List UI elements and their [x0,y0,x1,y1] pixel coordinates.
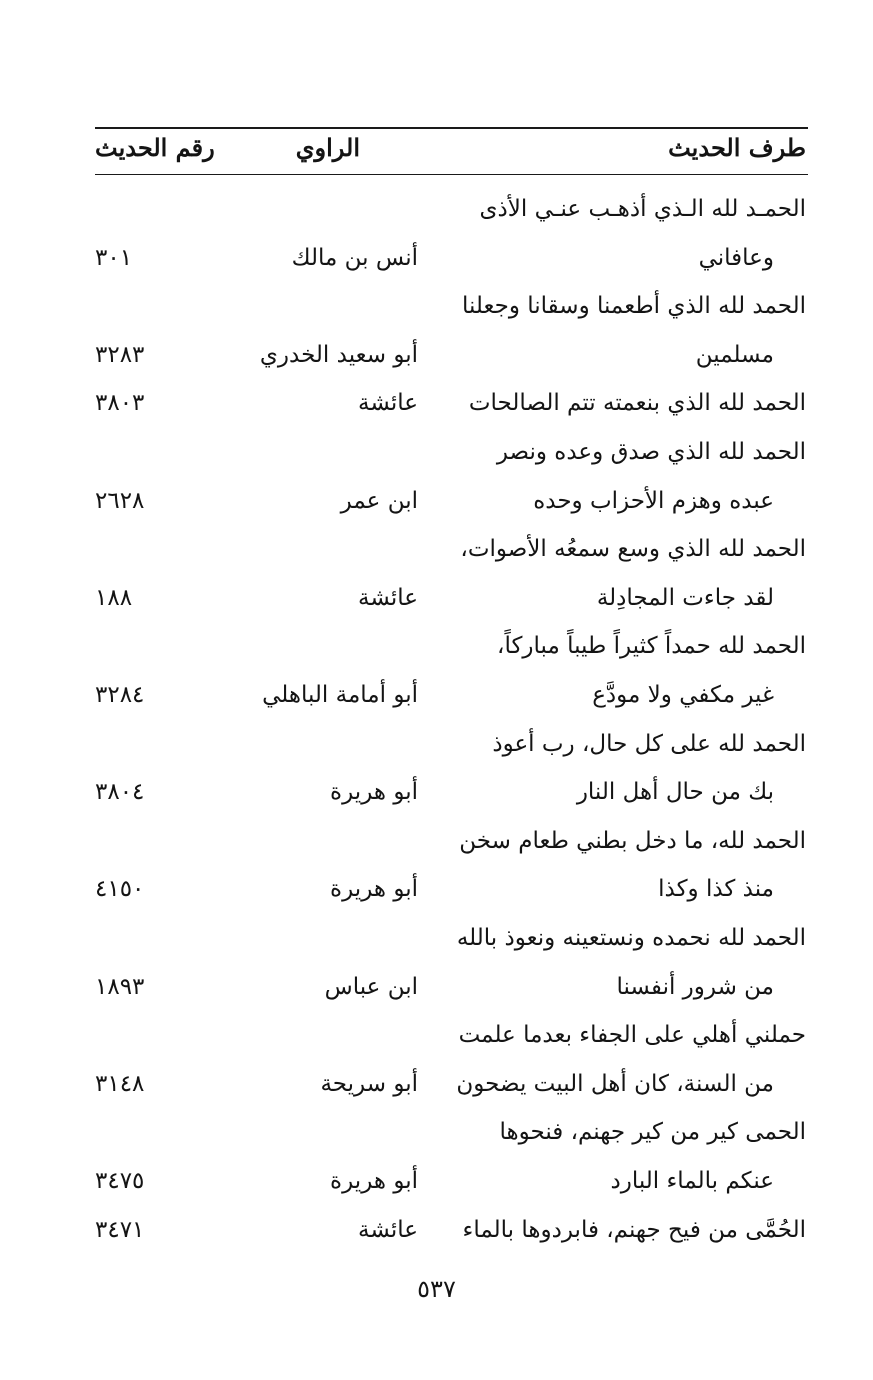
hadith-number: ٣٨٠٣ [95,390,145,417]
hadith-text-line: الحمد لله الذي صدق وعده ونصر [496,439,806,465]
hadith-text-line: الحمد لله على كل حال، رب أعوذ [492,730,806,757]
hadith-number: ٣٤٧٥ [95,1168,145,1194]
hadith-number: ٣٨٠٤ [95,779,145,806]
hadith-text-continuation: بك من حال أهل النار [576,779,774,806]
hadith-text-line: الحمد لله الذي وسع سمعُه الأصوات، [460,536,806,563]
hadith-text-continuation: لقد جاءت المجادِلة [596,584,774,611]
hadith-number: ٣٢٨٤ [95,682,145,708]
hadith-text-line: الحمد لله، ما دخل بطني طعام سخن [459,827,806,854]
narrator-name: أبو سعيد الخدري [259,341,418,368]
narrator-name: أنس بن مالك [291,244,418,271]
top-rule [95,127,808,129]
narrator-name: عائشة [358,1216,418,1243]
hadith-text-line: الحمى كير من كير جهنم، فنحوها [499,1119,806,1146]
narrator-name: ابن عباس [324,973,418,1000]
hadith-number: ٤١٥٠ [95,876,145,903]
hadith-text-continuation: عنكم بالماء البارد [610,1168,774,1194]
hadith-number: ٣٠١ [95,244,133,271]
hadith-number: ١٨٨ [95,584,133,611]
hadith-number: ٣٤٧١ [95,1216,145,1243]
narrator-name: أبو أمامة الباهلي [262,682,418,708]
narrator-name: ابن عمر [340,487,418,514]
hadith-text-continuation: مسلمين [695,341,774,368]
hadith-text-line: الحمـد لله الـذي أذهـب عنـي الأذى [479,196,806,222]
narrator-name: أبو هريرة [330,779,418,806]
hadith-text-line: الحمد لله حمداً كثيراً طيباً مباركاً، [497,633,806,660]
narrator-name: أبو هريرة [330,1168,418,1194]
header-rule [95,174,808,175]
hadith-text-continuation: وعافاني [698,244,774,271]
narrator-name: عائشة [358,584,418,611]
hadith-text-line: حملني أهلي على الجفاء بعدما علمت [458,1022,806,1049]
narrator-name: أبو سريحة [320,1070,418,1097]
header-hadith-text: طرف الحديث [668,133,806,162]
hadith-text-line: الحمد لله الذي أطعمنا وسقانا وجعلنا [461,293,806,320]
narrator-name: عائشة [358,390,418,417]
header-hadith-number: رقم الحديث [95,133,215,162]
hadith-text-line: الحمد لله نحمده ونستعينه ونعوذ بالله [456,925,806,951]
hadith-text-continuation: منذ كذا وكذا [658,876,774,903]
hadith-text-line: الحُمَّى من فيح جهنم، فابردوها بالماء [462,1216,806,1243]
narrator-name: أبو هريرة [330,876,418,903]
hadith-text-continuation: عبده وهزم الأحزاب وحده [533,487,774,514]
header-narrator: الراوي [295,133,360,162]
hadith-number: ٣٢٨٣ [95,341,145,368]
hadith-number: ٣١٤٨ [95,1070,145,1097]
hadith-number: ١٨٩٣ [95,973,145,1000]
hadith-text-line: الحمد لله الذي بنعمته تتم الصالحات [468,390,806,417]
hadith-number: ٢٦٢٨ [95,487,145,514]
hadith-text-continuation: من شرور أنفسنا [616,973,774,1000]
hadith-text-continuation: غير مكفي ولا مودَّع [592,682,774,708]
page-number: ٥٣٧ [417,1275,456,1303]
hadith-text-continuation: من السنة، كان أهل البيت يضحون [456,1070,774,1097]
